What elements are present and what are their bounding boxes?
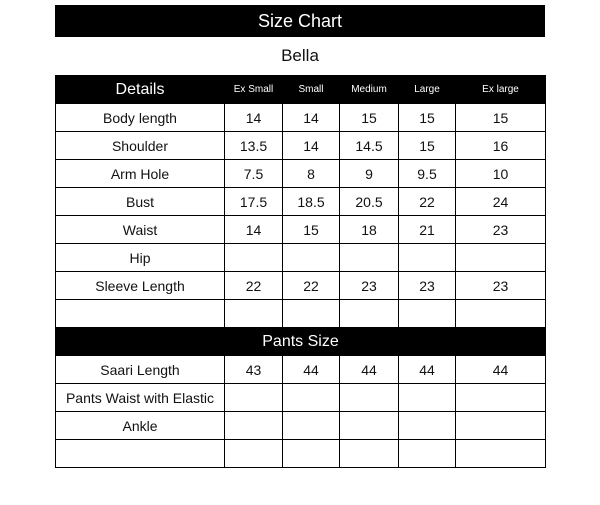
cell-value	[340, 244, 399, 272]
cell-value: 14	[283, 104, 340, 132]
cell-value: 10	[456, 160, 546, 188]
size-chart-table	[55, 75, 546, 468]
row-label: Arm Hole	[56, 160, 225, 188]
row-label: Pants Waist with Elastic	[56, 384, 225, 412]
cell-value: 14	[225, 104, 283, 132]
cell-value	[399, 300, 456, 328]
cell-value: 22	[283, 272, 340, 300]
cell-value	[283, 244, 340, 272]
header-size-ex-large: Ex large	[456, 76, 546, 104]
cell-value	[456, 412, 546, 440]
cell-value	[456, 440, 546, 468]
cell-value: 13.5	[225, 132, 283, 160]
row-label: Bust	[56, 188, 225, 216]
cell-value: 22	[225, 272, 283, 300]
cell-value	[456, 244, 546, 272]
cell-value	[399, 412, 456, 440]
table-row	[56, 440, 546, 468]
cell-value	[283, 300, 340, 328]
row-label: Body length	[56, 104, 225, 132]
cell-value: 15	[399, 104, 456, 132]
cell-value	[340, 300, 399, 328]
table-row	[56, 244, 546, 272]
cell-value	[399, 384, 456, 412]
header-size-small: Small	[283, 76, 340, 104]
row-label	[56, 440, 225, 468]
cell-value	[456, 384, 546, 412]
cell-value	[283, 384, 340, 412]
cell-value	[340, 440, 399, 468]
table-row	[56, 300, 546, 328]
header-details: Details	[56, 76, 225, 104]
cell-value	[283, 440, 340, 468]
cell-value	[225, 412, 283, 440]
header-size-medium: Medium	[340, 76, 399, 104]
cell-value	[399, 440, 456, 468]
cell-value: 44	[399, 356, 456, 384]
cell-value: 9.5	[399, 160, 456, 188]
row-label: Hip	[56, 244, 225, 272]
cell-value	[225, 440, 283, 468]
table-row	[56, 272, 546, 300]
size-chart-title	[55, 5, 545, 37]
pants-size-title: Pants Size	[56, 328, 546, 356]
row-label	[56, 300, 225, 328]
table-header-row	[56, 76, 546, 104]
cell-value: 23	[456, 272, 546, 300]
cell-value: 18.5	[283, 188, 340, 216]
cell-value: 15	[283, 216, 340, 244]
cell-value	[225, 300, 283, 328]
cell-value: 14	[225, 216, 283, 244]
cell-value: 22	[399, 188, 456, 216]
cell-value: 9	[340, 160, 399, 188]
cell-value: 43	[225, 356, 283, 384]
product-name: Bella	[281, 46, 319, 65]
cell-value	[283, 412, 340, 440]
cell-value	[340, 384, 399, 412]
cell-value	[225, 244, 283, 272]
cell-value: 44	[456, 356, 546, 384]
header-size-ex-small: Ex Small	[225, 76, 283, 104]
cell-value: 44	[283, 356, 340, 384]
cell-value: 23	[456, 216, 546, 244]
cell-value: 23	[340, 272, 399, 300]
table-row	[56, 104, 546, 132]
row-label: Saari Length	[56, 356, 225, 384]
table-row	[56, 356, 546, 384]
cell-value: 14.5	[340, 132, 399, 160]
cell-value: 14	[283, 132, 340, 160]
cell-value: 44	[340, 356, 399, 384]
cell-value	[399, 244, 456, 272]
cell-value: 18	[340, 216, 399, 244]
cell-value	[456, 300, 546, 328]
table-row	[56, 188, 546, 216]
cell-value: 23	[399, 272, 456, 300]
table-row	[56, 160, 546, 188]
pants-size-section-header	[56, 328, 546, 356]
cell-value: 24	[456, 188, 546, 216]
row-label: Shoulder	[56, 132, 225, 160]
header-size-large: Large	[399, 76, 456, 104]
cell-value: 21	[399, 216, 456, 244]
cell-value: 8	[283, 160, 340, 188]
table-row	[56, 412, 546, 440]
row-label: Sleeve Length	[56, 272, 225, 300]
cell-value: 20.5	[340, 188, 399, 216]
row-label: Waist	[56, 216, 225, 244]
size-chart-title-text: Size Chart	[257, 10, 343, 31]
cell-value: 15	[399, 132, 456, 160]
cell-value	[340, 412, 399, 440]
cell-value: 15	[456, 104, 546, 132]
table-row	[56, 132, 546, 160]
cell-value: 15	[340, 104, 399, 132]
cell-value: 16	[456, 132, 546, 160]
table-row	[56, 384, 546, 412]
cell-value	[225, 384, 283, 412]
cell-value: 17.5	[225, 188, 283, 216]
row-label: Ankle	[56, 412, 225, 440]
cell-value: 7.5	[225, 160, 283, 188]
table-row	[56, 216, 546, 244]
